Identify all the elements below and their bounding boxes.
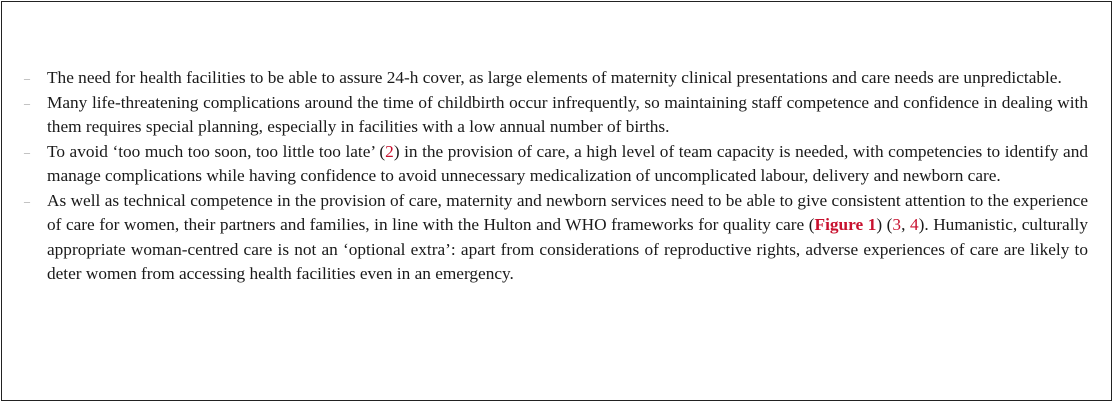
item-text: Many life-threatening complications around the time of childbirth occur infrequently, so maintaining staff competence and confidence in dealing with them requires special planning, especially in facilities with a low annual number of births. xyxy=(47,92,1088,136)
list-item xyxy=(0,189,1112,287)
reference-link-4[interactable]: 4 xyxy=(909,215,919,234)
figure-link[interactable]: Figure 1 xyxy=(814,215,877,234)
reference-link-2[interactable]: 2 xyxy=(385,141,394,161)
item-text-mid: ) ( xyxy=(876,215,893,234)
bullet-dash: – xyxy=(24,193,30,208)
item-text-after: ). Humanistic, culturally appropriate woman-centred care is not an ‘optional extra’: apart from considerations of reproductive rights, adverse experiences of care are likely to deter women from accessing health facilities even in an emergency. xyxy=(47,215,1088,283)
bullet-list xyxy=(0,66,1112,287)
reference-separator: , xyxy=(901,215,910,234)
bullet-dash: – xyxy=(24,95,30,110)
item-text-before: To avoid ‘too much too soon, too little too late’ ( xyxy=(47,141,386,161)
item-text: The need for health facilities to be able to assure 24-h cover, as large elements of maternity clinical presentations and care needs are unpredictable. xyxy=(47,68,1062,87)
reference-link-3[interactable]: 3 xyxy=(892,215,902,234)
item-text-before: As well as technical competence in the provision of care, maternity and newborn services need to be able to give consistent attention to the experience of care for women, their partners and families, in line with the Hulton and WHO frameworks for quality care ( xyxy=(47,190,1088,234)
list-item xyxy=(0,66,1112,91)
bullet-dash: – xyxy=(24,144,30,159)
item-text-after: ) in the provision of care, a high level of team capacity is needed, with competencies to identify and manage complications while having confidence to avoid unnecessary medicalization of uncomplicated labour, delivery and newborn care. xyxy=(47,141,1088,185)
list-item xyxy=(0,140,1112,189)
bullet-dash: – xyxy=(24,71,30,85)
list-item xyxy=(0,91,1112,140)
